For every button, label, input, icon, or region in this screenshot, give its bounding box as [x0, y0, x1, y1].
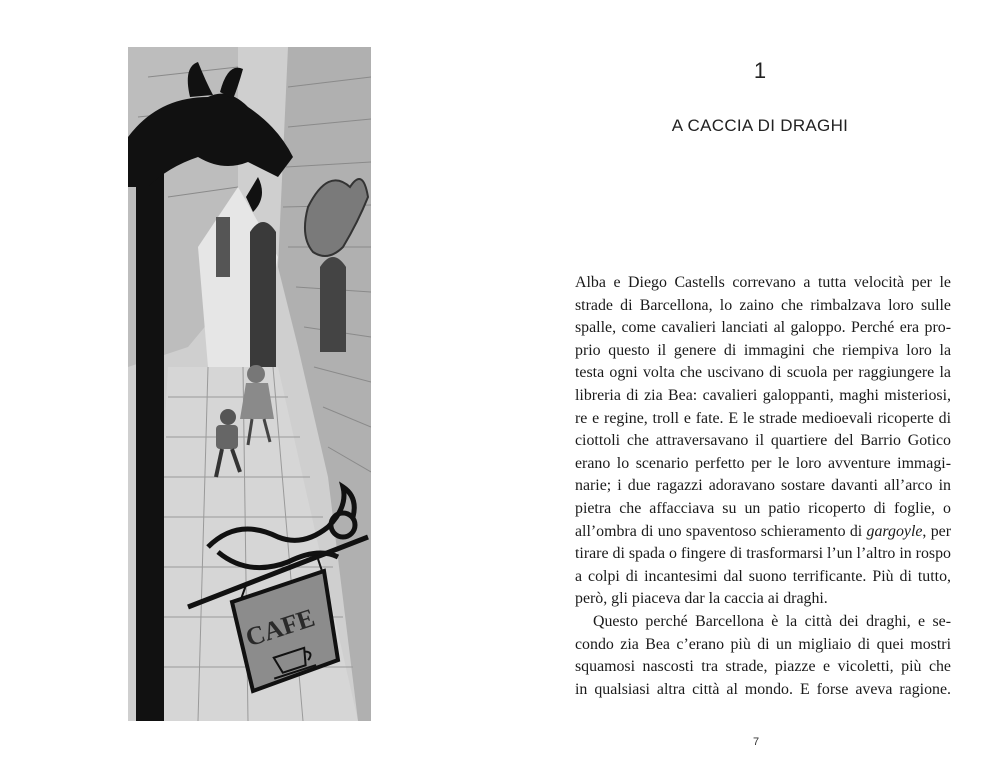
text-line: re e regine, troll e fate. E le strade medioevali ricoperte di: [575, 409, 951, 427]
text-line: testa ogni volta che uscivano di scuola per raggiungere la: [575, 364, 951, 382]
chapter-number: 1: [753, 58, 767, 83]
cafe-sign-text: CAFE: [242, 602, 319, 653]
text-line-with-italic: [575, 521, 951, 544]
chapter-illustration: [128, 47, 371, 721]
chapter-title: A CACCIA DI DRAGHI: [671, 116, 849, 135]
text-line: narie; i due ragazzi adoravano sostare davanti all’arco in: [575, 477, 951, 495]
text-segment: , per: [922, 522, 951, 540]
text-line: a colpi di incantesimi dal suono terrificante. Più di tutto,: [575, 567, 951, 585]
text-line: tirare di spada o fingere di trasformarsi l’un l’altro in rospo: [575, 545, 951, 563]
text-line: ciottoli che attraversavano il quartiere del Barrio Gotico: [575, 432, 951, 450]
text-line: Alba e Diego Castells correvano a tutta velocità per le: [575, 274, 951, 291]
text-line: squamosi nascosti tra strade, piazze e vicoletti, più che: [575, 658, 951, 676]
text-line: Questo perché Barcellona è la città dei draghi, e se-: [593, 612, 951, 630]
chapter-body-text: [575, 272, 951, 701]
alley-scene-illustration: [128, 47, 371, 721]
text-line: libreria di zia Bea: cavalieri galoppanti, maghi misteriosi,: [575, 386, 951, 404]
page-number: 7: [753, 736, 760, 748]
text-line: in qualsiasi altra città al mondo. E forse aveva ragione.: [575, 680, 951, 698]
right-page: [500, 0, 1000, 783]
text-line: prio questo il genere di immagini che riempiva loro la: [575, 341, 951, 359]
italic-word: gargoyle: [866, 522, 923, 540]
text-line: spalle, come cavalieri lanciati al galoppo. Perché era pro-: [575, 319, 951, 337]
text-line: però, gli piaceva dar la caccia ai draghi.: [575, 590, 828, 608]
text-line: erano lo scenario perfetto per le loro avventure immagi-: [575, 454, 951, 472]
text-line: strade di Barcellona, lo zaino che rimbalzava loro sulle: [575, 296, 951, 314]
text-line: condo zia Bea c’erano più di un migliaio di quei mostri: [575, 635, 951, 653]
text-line: pietra che affacciava su un patio ricoperto di foglie, o: [575, 499, 951, 517]
text-segment: all’ombra di uno spaventoso schieramento di: [575, 522, 867, 540]
